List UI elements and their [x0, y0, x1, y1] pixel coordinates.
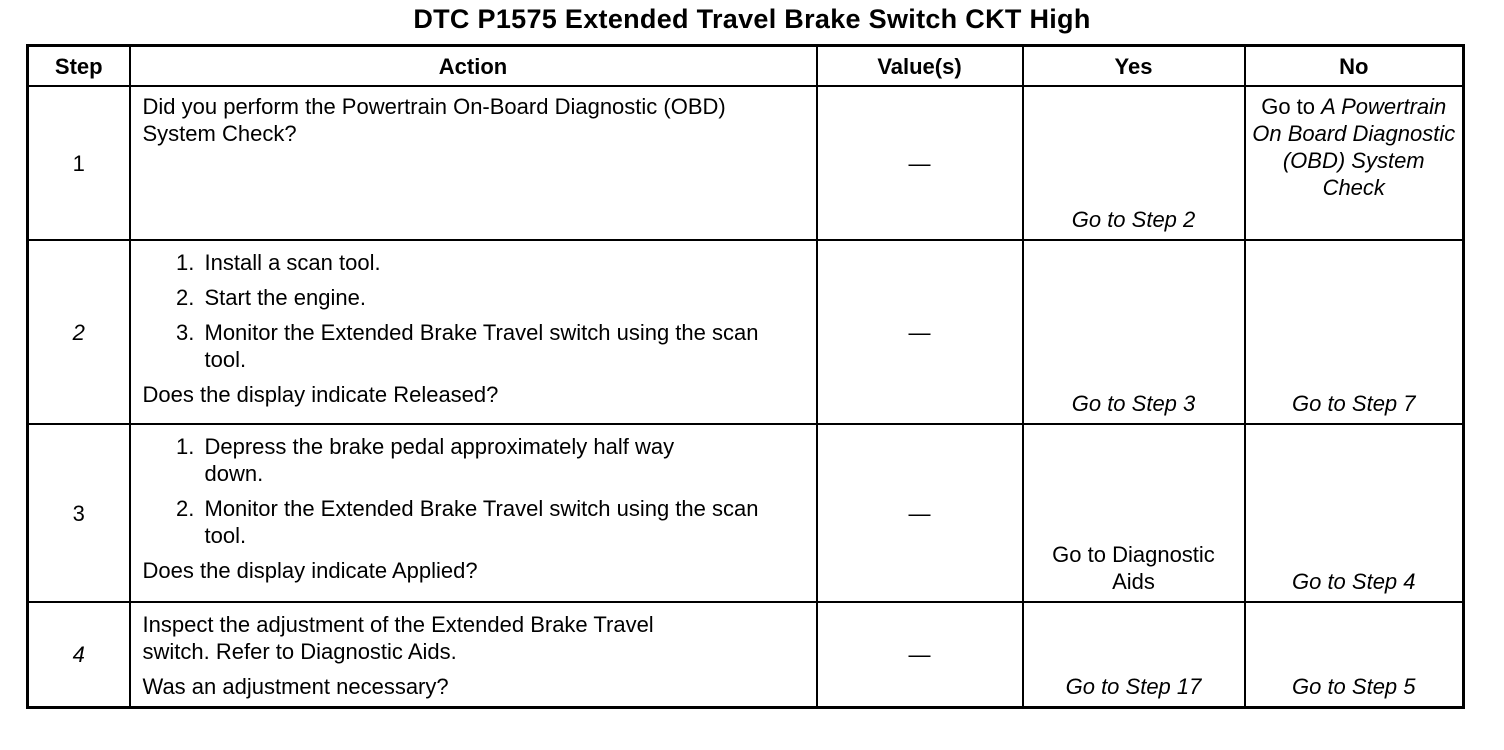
action-step-item: 1. Install a scan tool.	[201, 249, 806, 276]
header-yes: Yes	[1023, 46, 1245, 87]
yes-link[interactable]: Go to Step 17	[1023, 602, 1245, 708]
no-link[interactable]: Go to Step 4	[1245, 424, 1464, 602]
action-cell	[130, 86, 817, 240]
action-step-item: 1. Depress the brake pedal approximately half way down.	[201, 433, 806, 487]
action-text: Did you perform the Powertrain On-Board Diagnostic (OBD) System Check?	[142, 94, 726, 146]
value-dash: —	[908, 642, 931, 667]
header-values: Value(s)	[817, 46, 1023, 87]
action-step-item: 2. Monitor the Extended Brake Travel switch using the scan tool.	[201, 495, 806, 549]
header-no: No	[1245, 46, 1464, 87]
no-link[interactable]: Go to Step 7	[1245, 240, 1464, 424]
action-steps	[143, 433, 806, 549]
table-row	[28, 86, 1464, 240]
action-step-item: 2. Start the engine.	[201, 284, 806, 311]
action-step-item: 3. Monitor the Extended Brake Travel switch using the scan tool.	[201, 319, 806, 373]
header-step: Step	[28, 46, 130, 87]
value-cell	[817, 424, 1023, 602]
value-dash: —	[908, 150, 931, 176]
yes-link[interactable]: Go to Step 2	[1023, 86, 1245, 240]
step-number: 1	[28, 86, 130, 240]
value-dash: —	[908, 319, 931, 345]
action-cell	[130, 424, 817, 602]
table-row	[28, 602, 1464, 708]
action-steps	[143, 249, 806, 373]
no-link[interactable]: Go to Step 5	[1245, 602, 1464, 708]
step-number: 4	[28, 602, 130, 708]
value-cell	[817, 240, 1023, 424]
value-cell	[817, 86, 1023, 240]
yes-link[interactable]: Go to Step 3	[1023, 240, 1245, 424]
value-cell	[817, 602, 1023, 708]
step-number: 3	[28, 424, 130, 602]
action-question: Does the display indicate Released?	[142, 382, 499, 407]
action-question: Was an adjustment necessary?	[142, 674, 449, 699]
action-cell	[130, 602, 817, 708]
table-row	[28, 424, 1464, 602]
no-link-target: A Powertrain On Board Diagnostic (OBD) System Check	[1252, 94, 1456, 200]
table-row	[28, 240, 1464, 424]
value-dash: —	[908, 500, 931, 526]
action-cell	[130, 240, 817, 424]
yes-link[interactable]: Go to Diagnostic Aids	[1023, 424, 1245, 602]
action-text: Inspect the adjustment of the Extended Brake Travel switch. Refer to Diagnostic Aids.	[142, 612, 654, 664]
action-question: Does the display indicate Applied?	[142, 558, 478, 583]
page-title: DTC P1575 Extended Travel Brake Switch CKT High	[413, 4, 1091, 34]
header-action: Action	[130, 46, 817, 87]
step-number: 2	[28, 240, 130, 424]
no-link-prefix: Go to	[1261, 94, 1322, 119]
no-link[interactable]	[1245, 86, 1464, 240]
diagnostic-table	[26, 44, 1465, 709]
header-row	[28, 46, 1464, 87]
